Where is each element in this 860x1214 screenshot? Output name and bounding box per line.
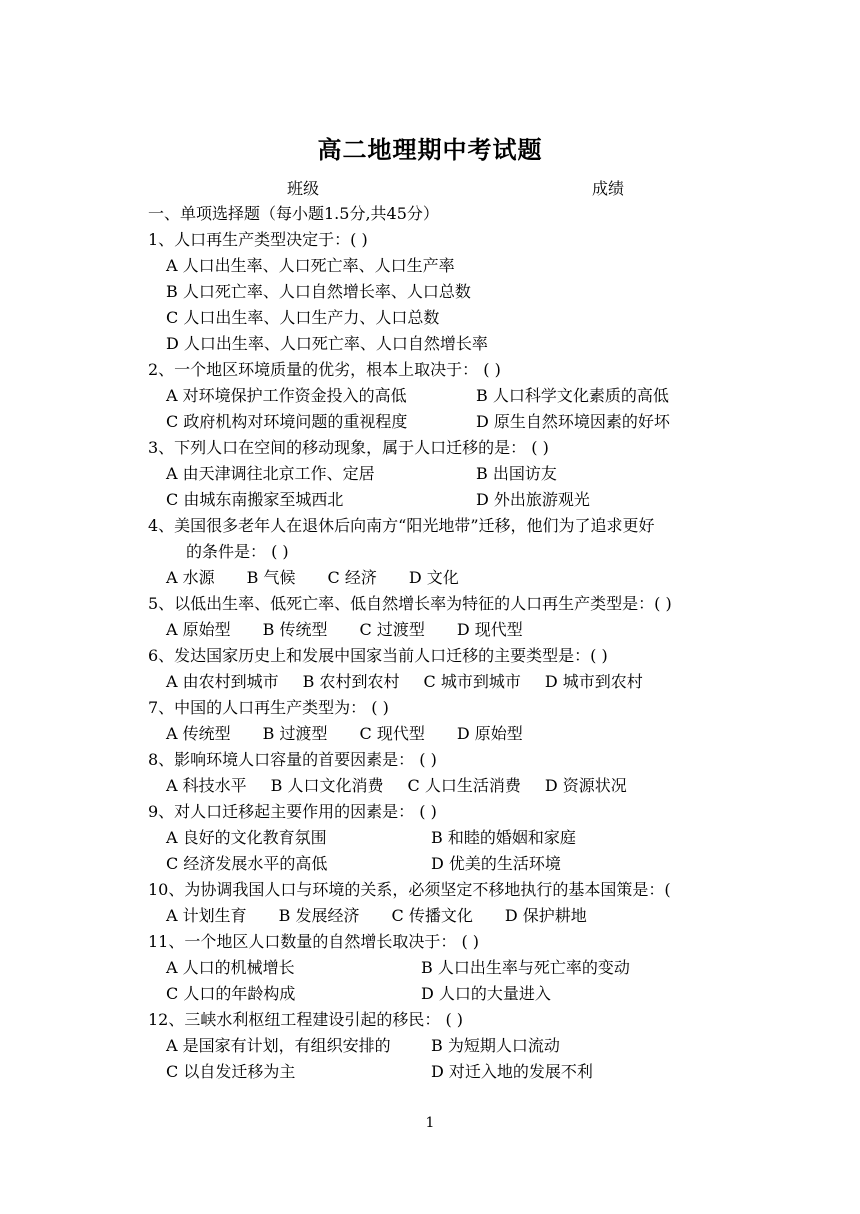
answer-option: C 以自发迁移为主 <box>166 1062 296 1081</box>
answer-option: A 水源 <box>166 568 215 587</box>
questions-container <box>148 227 728 1085</box>
answer-option: C 政府机构对环境问题的重视程度 <box>166 412 408 431</box>
option-row <box>148 669 728 695</box>
answer-option: B 过渡型 <box>262 724 328 743</box>
answer-option: B 人口死亡率、人口自然增长率、人口总数 <box>166 282 471 301</box>
option-row <box>148 903 728 929</box>
answer-option: D 优美的生活环境 <box>431 854 561 873</box>
answer-option: A 传统型 <box>166 724 231 743</box>
question-item <box>148 877 728 929</box>
option-row <box>148 1033 728 1059</box>
answer-option: D 外出旅游观光 <box>476 490 590 509</box>
option-row <box>148 721 728 747</box>
answer-option: C 由城东南搬家至城西北 <box>166 490 344 509</box>
answer-option: A 对环境保护工作资金投入的高低 <box>166 386 407 405</box>
question-text: 5、以低出生率、低死亡率、低自然增长率为特征的人口再生产类型是：( ) <box>148 594 672 613</box>
question-text: 9、对人口迁移起主要作用的因素是： ( ) <box>148 802 437 821</box>
question-text: 3、下列人口在空间的移动现象，属于人口迁移的是： ( ) <box>148 438 549 457</box>
answer-option: C 经济发展水平的高低 <box>166 854 328 873</box>
question-item <box>148 357 728 435</box>
question-text: 1、人口再生产类型决定于：( ) <box>148 230 368 249</box>
option-row <box>148 279 728 305</box>
option-row <box>148 825 728 851</box>
question-item <box>148 799 728 877</box>
answer-option: B 农村到农村 <box>302 672 400 691</box>
answer-option: C 过渡型 <box>359 620 425 639</box>
option-row <box>148 305 728 331</box>
option-row <box>148 773 728 799</box>
answer-option: A 原始型 <box>166 620 231 639</box>
question-list <box>148 201 728 1085</box>
question-item <box>148 435 728 513</box>
answer-option: C 现代型 <box>359 724 425 743</box>
answer-option: B 出国访友 <box>476 464 557 483</box>
question-text: 6、发达国家历史上和发展中国家当前人口迁移的主要类型是：( ) <box>148 646 608 665</box>
option-row <box>148 383 728 409</box>
option-row <box>148 565 728 591</box>
question-text: 10、为协调我国人口与环境的关系，必须坚定不移地执行的基本国策是：( <box>148 880 671 899</box>
answer-option: D 人口的大量进入 <box>421 984 551 1003</box>
answer-option: B 人口科学文化素质的高低 <box>476 386 669 405</box>
answer-option: D 资源状况 <box>544 776 627 795</box>
answer-option: D 对迁入地的发展不利 <box>431 1062 593 1081</box>
option-row <box>148 461 728 487</box>
question-text: 12、三峡水利枢纽工程建设引起的移民： ( ) <box>148 1010 464 1029</box>
answer-option: A 良好的文化教育氛围 <box>166 828 327 847</box>
option-row <box>148 331 728 357</box>
question-item <box>148 591 728 643</box>
question-text: 4、美国很多老年人在退休后向南方“阳光地带”迁移，他们为了追求更好 <box>148 516 655 535</box>
section-heading: 一、单项选择题（每小题1.5分,共45分） <box>148 204 439 223</box>
page-title: 高二地理期中考试题 <box>317 135 543 164</box>
answer-option: D 保护耕地 <box>504 906 587 925</box>
class-label: 班级 <box>287 179 320 198</box>
question-item <box>148 695 728 747</box>
question-item <box>148 513 728 591</box>
question-item <box>148 643 728 695</box>
grade-label: 成绩 <box>592 179 625 198</box>
answer-option: A 人口出生率、人口死亡率、人口生产率 <box>166 256 455 275</box>
answer-option: D 原始型 <box>456 724 523 743</box>
answer-option: C 传播文化 <box>391 906 473 925</box>
option-row <box>148 955 728 981</box>
answer-option: C 城市到城市 <box>423 672 521 691</box>
page-number: 1 <box>425 1115 435 1131</box>
answer-option: B 为短期人口流动 <box>431 1036 560 1055</box>
question-item <box>148 1007 728 1085</box>
question-text: 11、一个地区人口数量的自然增长取决于： ( ) <box>148 932 480 951</box>
answer-option: A 由农村到城市 <box>166 672 279 691</box>
answer-option: B 传统型 <box>262 620 328 639</box>
question-text: 8、影响环境人口容量的首要因素是： ( ) <box>148 750 437 769</box>
answer-option: C 人口出生率、人口生产力、人口总数 <box>166 308 440 327</box>
answer-option: B 人口文化消费 <box>270 776 384 795</box>
answer-option: A 由天津调往北京工作、定居 <box>166 464 375 483</box>
answer-option: B 气候 <box>246 568 296 587</box>
answer-option: A 是国家有计划，有组织安排的 <box>166 1036 391 1055</box>
answer-option: A 计划生育 <box>166 906 247 925</box>
answer-option: D 原生自然环境因素的好坏 <box>476 412 670 431</box>
question-text: 的条件是： ( ) <box>186 542 289 561</box>
answer-option: B 人口出生率与死亡率的变动 <box>421 958 630 977</box>
question-item <box>148 747 728 799</box>
answer-option: D 文化 <box>408 568 459 587</box>
option-row <box>148 1059 728 1085</box>
answer-option: D 人口出生率、人口死亡率、人口自然增长率 <box>166 334 488 353</box>
option-row <box>148 409 728 435</box>
answer-option: D 城市到农村 <box>544 672 643 691</box>
answer-option: A 人口的机械增长 <box>166 958 295 977</box>
question-item <box>148 929 728 1007</box>
question-text: 7、中国的人口再生产类型为： ( ) <box>148 698 389 717</box>
option-row <box>148 981 728 1007</box>
answer-option: C 人口生活消费 <box>407 776 521 795</box>
answer-option: D 现代型 <box>456 620 523 639</box>
answer-option: C 经济 <box>327 568 377 587</box>
answer-option: B 发展经济 <box>278 906 360 925</box>
answer-option: C 人口的年龄构成 <box>166 984 296 1003</box>
question-item <box>148 227 728 357</box>
option-row <box>148 487 728 513</box>
option-row <box>148 253 728 279</box>
question-text: 2、一个地区环境质量的优劣，根本上取决于： ( ) <box>148 360 501 379</box>
answer-option: B 和睦的婚姻和家庭 <box>431 828 576 847</box>
answer-option: A 科技水平 <box>166 776 247 795</box>
option-row <box>148 617 728 643</box>
option-row <box>148 851 728 877</box>
